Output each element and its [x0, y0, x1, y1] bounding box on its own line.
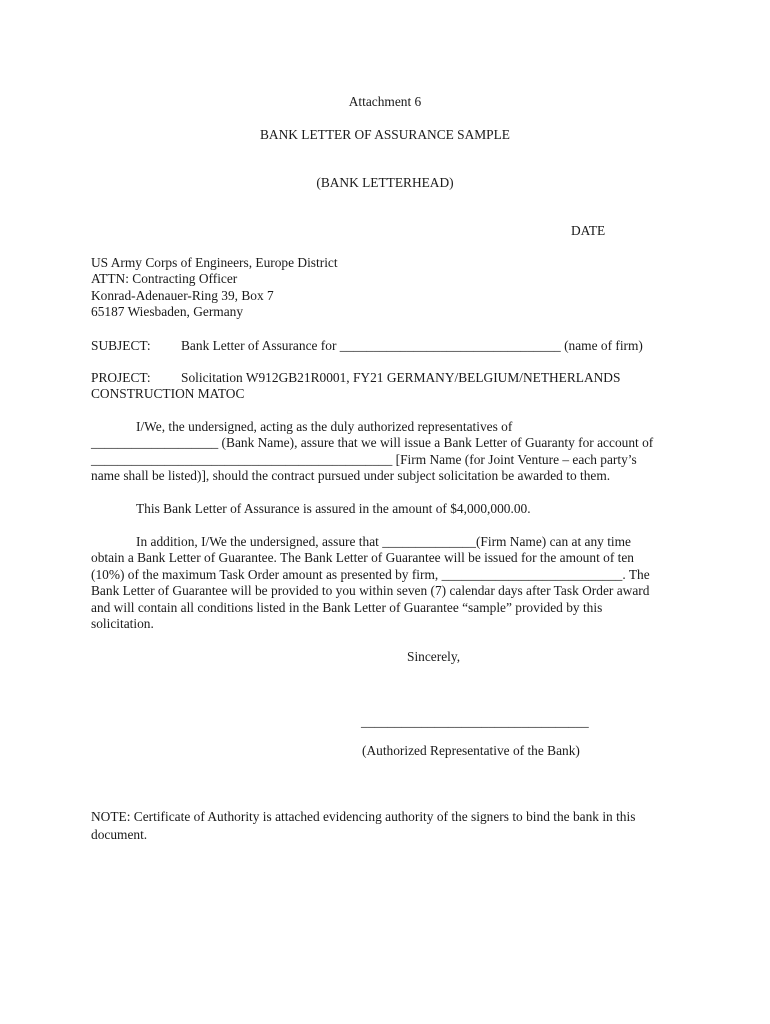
paragraph-line: ___________________ (Bank Name), assure that we will issue a Bank Letter of Guaranty for account of — [91, 435, 654, 451]
subject-line — [91, 338, 673, 354]
addressee-line: ATTN: Contracting Officer — [91, 271, 238, 287]
note-line: document. — [91, 827, 148, 842]
amount-paragraph — [91, 501, 673, 517]
paragraph-line: In addition, I/We the undersigned, assure that ______________(Firm Name) can at any time — [136, 534, 631, 549]
paragraph-line: This Bank Letter of Assurance is assured in the amount of $4,000,000.00. — [136, 501, 531, 516]
letterhead-placeholder: (BANK LETTERHEAD) — [316, 175, 454, 190]
note-block — [91, 808, 673, 844]
addressee-line: US Army Corps of Engineers, Europe District — [91, 255, 338, 270]
paragraph-line: _____________________________________________ [Firm Name (for Joint Venture – each party’s — [91, 451, 637, 467]
paragraph-line: and will contain all conditions listed in the Bank Letter of Guarantee “sample” provided by this — [91, 599, 603, 615]
paragraph-line: name shall be listed)], should the contract pursued under subject solicitation be awarded to them. — [91, 468, 611, 484]
paragraph-line: solicitation. — [91, 616, 154, 632]
project-label: PROJECT: — [91, 370, 151, 385]
guarantee-paragraph — [91, 534, 673, 632]
signature-line: __________________________________ — [361, 714, 589, 729]
paragraph-line: Bank Letter of Guarantee will be provided to you within seven (7) calendar days after Task Order award — [91, 583, 650, 599]
project-text: Solicitation W912GB21R0001, FY21 GERMANY/BELGIUM/NETHERLANDS — [181, 370, 621, 385]
paragraph-line: obtain a Bank Letter of Guarantee. The Bank Letter of Guarantee will be issued for the amount of ten — [91, 550, 634, 566]
paragraph-line: I/We, the undersigned, acting as the duly authorized representatives of — [136, 419, 513, 434]
subject-text: Bank Letter of Assurance for _________________________________ (name of firm) — [181, 338, 643, 353]
paragraph-line: (10%) of the maximum Task Order amount as presented by firm, ___________________________. The — [91, 566, 650, 582]
signatory-caption: (Authorized Representative of the Bank) — [362, 743, 580, 758]
addressee-line: 65187 Wiesbaden, Germany — [91, 304, 244, 320]
subject-label: SUBJECT: — [91, 338, 151, 353]
project-text-continued: CONSTRUCTION MATOC — [91, 386, 245, 402]
document-title: BANK LETTER OF ASSURANCE SAMPLE — [260, 127, 510, 142]
closing-salutation: Sincerely, — [407, 649, 461, 664]
date-placeholder: DATE — [571, 223, 606, 238]
assurance-paragraph — [91, 419, 673, 485]
project-block — [91, 370, 673, 403]
attachment-label: Attachment 6 — [348, 94, 422, 109]
note-line: NOTE: Certificate of Authority is attached evidencing authority of the signers to bind the bank in this — [91, 809, 636, 824]
addressee-block — [91, 255, 673, 321]
addressee-line: Konrad-Adenauer-Ring 39, Box 7 — [91, 287, 274, 303]
